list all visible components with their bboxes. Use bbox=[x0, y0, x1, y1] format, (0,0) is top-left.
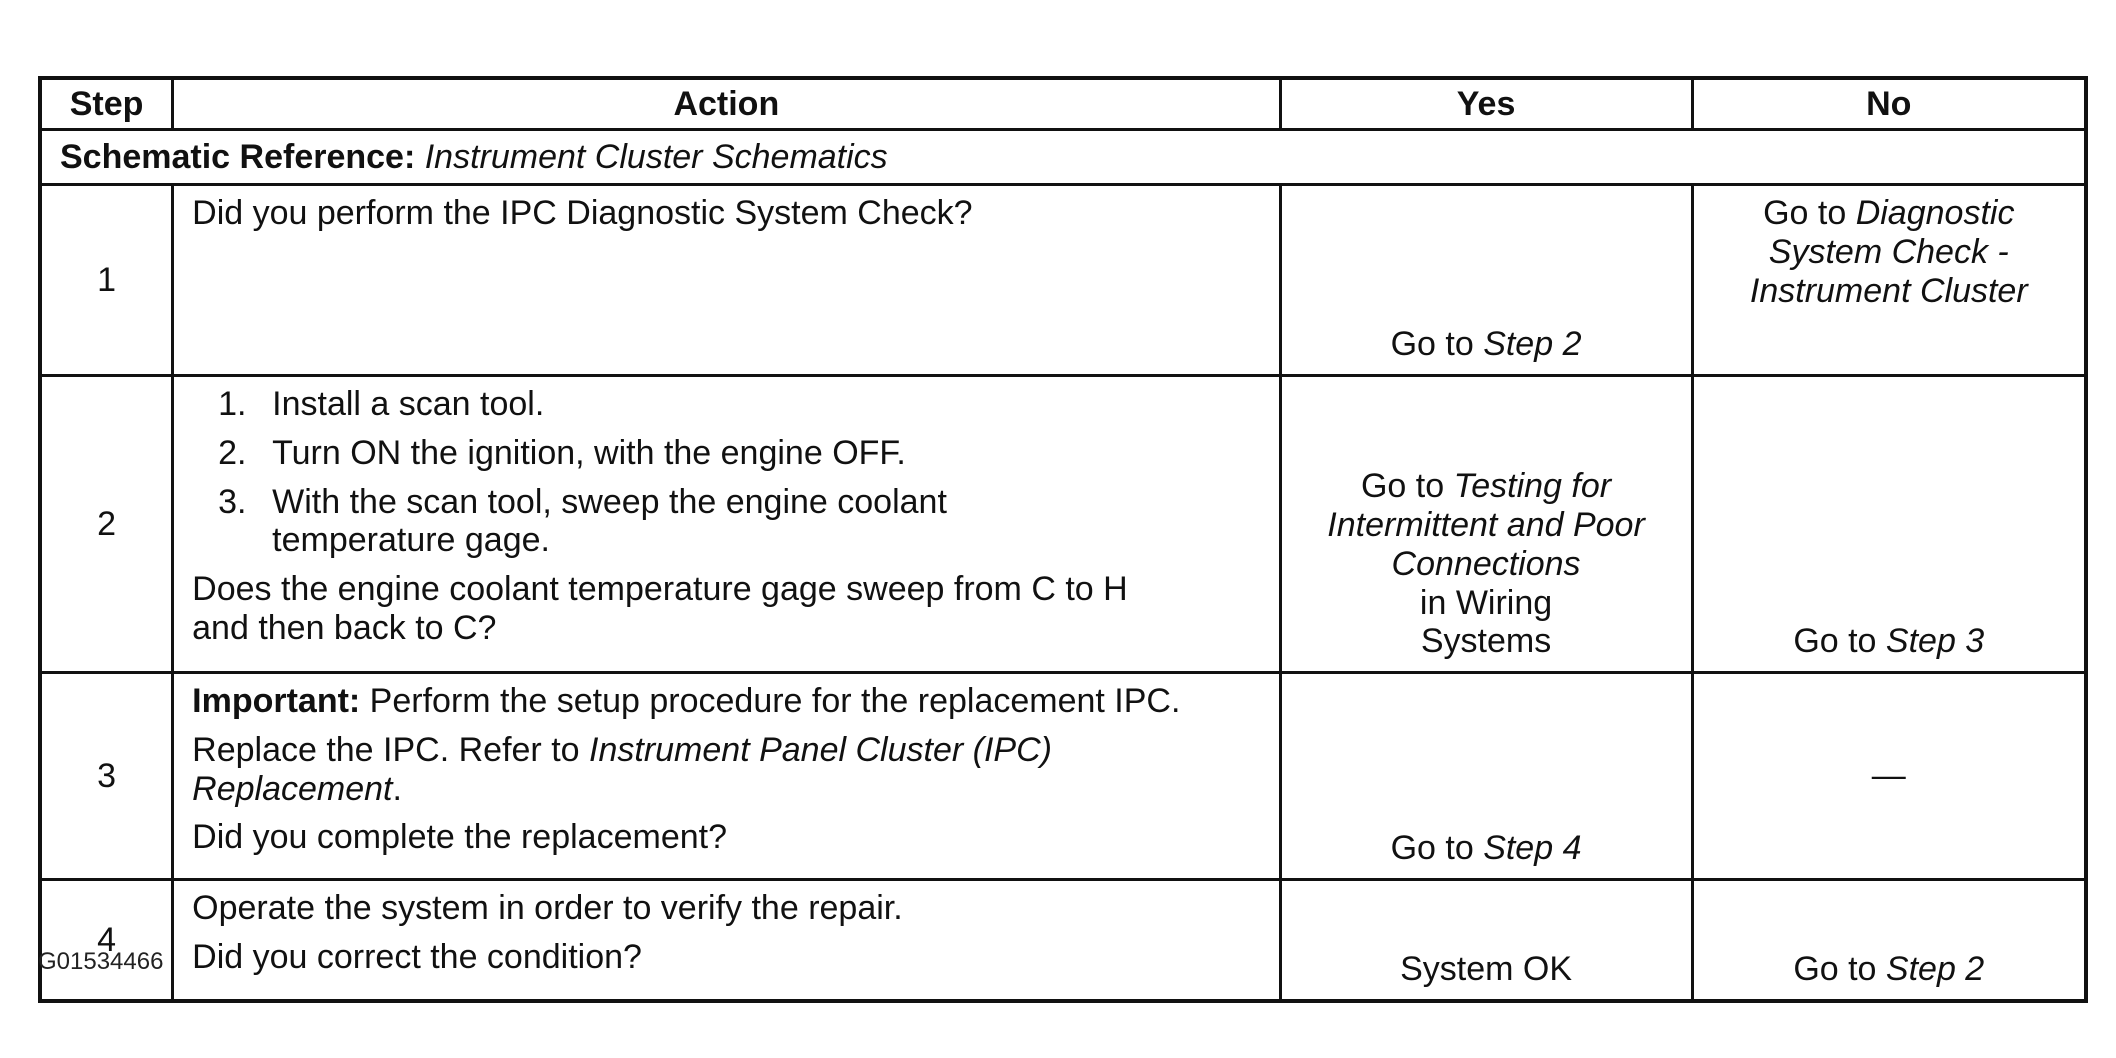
list-text: temperature gage. bbox=[272, 521, 550, 560]
yes-result bbox=[1282, 829, 1691, 868]
figure-id: G01534466 bbox=[38, 948, 164, 975]
action-cell bbox=[173, 880, 1280, 1002]
list-text: With the scan tool, sweep the engine coolant bbox=[272, 482, 947, 521]
list-item bbox=[192, 434, 1260, 473]
yes-result: System OK bbox=[1400, 950, 1573, 989]
action-question bbox=[192, 570, 1260, 648]
schematic-reference-label: Schematic Reference: bbox=[60, 137, 416, 176]
no-result-dash: — bbox=[1871, 756, 1906, 795]
no-prefix: Go to bbox=[1793, 950, 1886, 989]
header-action: Action bbox=[173, 78, 1280, 130]
no-result bbox=[1694, 622, 2084, 661]
action-text: Did you perform the IPC Diagnostic System Check? bbox=[192, 194, 973, 232]
replace-suffix: . bbox=[392, 769, 402, 808]
procedure-link[interactable]: Testing for bbox=[1453, 467, 1612, 506]
question-line: and then back to C? bbox=[192, 608, 497, 647]
procedure-link[interactable]: Replacement bbox=[192, 769, 393, 808]
list-text: Turn ON the ignition, with the engine OFF. bbox=[272, 433, 906, 472]
yes-suffix: Systems bbox=[1420, 622, 1552, 661]
list-item bbox=[192, 385, 1260, 424]
yes-result bbox=[1282, 467, 1691, 661]
yes-prefix: Go to bbox=[1390, 829, 1484, 868]
list-item bbox=[192, 483, 1260, 561]
step-number: 1 bbox=[40, 185, 173, 376]
question-line: Does the engine coolant temperature gage sweep from C to H bbox=[192, 570, 1128, 608]
action-question: Did you correct the condition? bbox=[192, 937, 642, 976]
table-row bbox=[40, 880, 2086, 1002]
yes-prefix: Go to bbox=[1360, 467, 1454, 506]
step-link[interactable]: Step 3 bbox=[1885, 622, 1985, 661]
yes-cell bbox=[1280, 376, 1692, 673]
important-note bbox=[192, 682, 1260, 721]
procedure-link[interactable]: Connections bbox=[1391, 544, 1581, 583]
step-link[interactable]: Step 2 bbox=[1885, 950, 1985, 989]
header-no: No bbox=[1692, 78, 2086, 130]
step-link[interactable]: Step 4 bbox=[1483, 829, 1582, 868]
replace-instruction bbox=[192, 731, 1260, 809]
no-cell bbox=[1692, 376, 2086, 673]
yes-cell bbox=[1280, 185, 1692, 376]
schematic-reference-row bbox=[40, 130, 2086, 185]
step-number: 4 bbox=[40, 880, 173, 1002]
replace-prefix: Replace the IPC. Refer to bbox=[192, 730, 590, 769]
step-link[interactable]: Step 2 bbox=[1483, 325, 1582, 364]
no-cell bbox=[1692, 185, 2086, 376]
no-result bbox=[1694, 950, 2084, 989]
schematic-reference-link[interactable]: Instrument Cluster Schematics bbox=[424, 137, 888, 176]
header-row bbox=[40, 78, 2086, 130]
header-yes: Yes bbox=[1280, 78, 1692, 130]
important-label: Important: bbox=[192, 682, 361, 720]
action-steps-list bbox=[192, 385, 1260, 560]
step-number: 3 bbox=[40, 673, 173, 880]
action-cell bbox=[173, 376, 1280, 673]
action-cell bbox=[173, 673, 1280, 880]
yes-result bbox=[1282, 325, 1691, 364]
yes-prefix: Go to bbox=[1390, 325, 1484, 364]
yes-cell bbox=[1280, 673, 1692, 880]
no-prefix: Go to bbox=[1763, 194, 1856, 232]
schematic-reference bbox=[40, 130, 2086, 185]
action-question: Did you complete the replacement? bbox=[192, 818, 727, 857]
action-text: Operate the system in order to verify the repair. bbox=[192, 889, 903, 927]
header-step: Step bbox=[40, 78, 173, 130]
procedure-link[interactable]: Diagnostic bbox=[1855, 194, 2015, 232]
procedure-link[interactable]: Intermittent and Poor bbox=[1327, 506, 1645, 544]
list-text: Install a scan tool. bbox=[272, 385, 545, 423]
list-number: 3. bbox=[218, 482, 247, 521]
procedure-link[interactable]: System Check - bbox=[1768, 232, 2009, 271]
action-cell bbox=[173, 185, 1280, 376]
table-row bbox=[40, 673, 2086, 880]
yes-suffix: in Wiring bbox=[1419, 583, 1553, 622]
list-number: 2. bbox=[218, 433, 247, 472]
list-number: 1. bbox=[218, 385, 247, 423]
table-row bbox=[40, 376, 2086, 673]
procedure-link[interactable]: Instrument Cluster bbox=[1749, 271, 2028, 310]
yes-cell bbox=[1280, 880, 1692, 1002]
no-result bbox=[1694, 194, 2084, 310]
procedure-link[interactable]: Instrument Panel Cluster (IPC) bbox=[589, 730, 1052, 769]
diagnostic-table bbox=[38, 76, 2088, 1003]
table-row bbox=[40, 185, 2086, 376]
no-cell bbox=[1692, 880, 2086, 1002]
no-prefix: Go to bbox=[1793, 622, 1886, 661]
no-cell bbox=[1692, 673, 2086, 880]
important-text: Perform the setup procedure for the replacement IPC. bbox=[360, 682, 1181, 720]
step-number: 2 bbox=[40, 376, 173, 673]
